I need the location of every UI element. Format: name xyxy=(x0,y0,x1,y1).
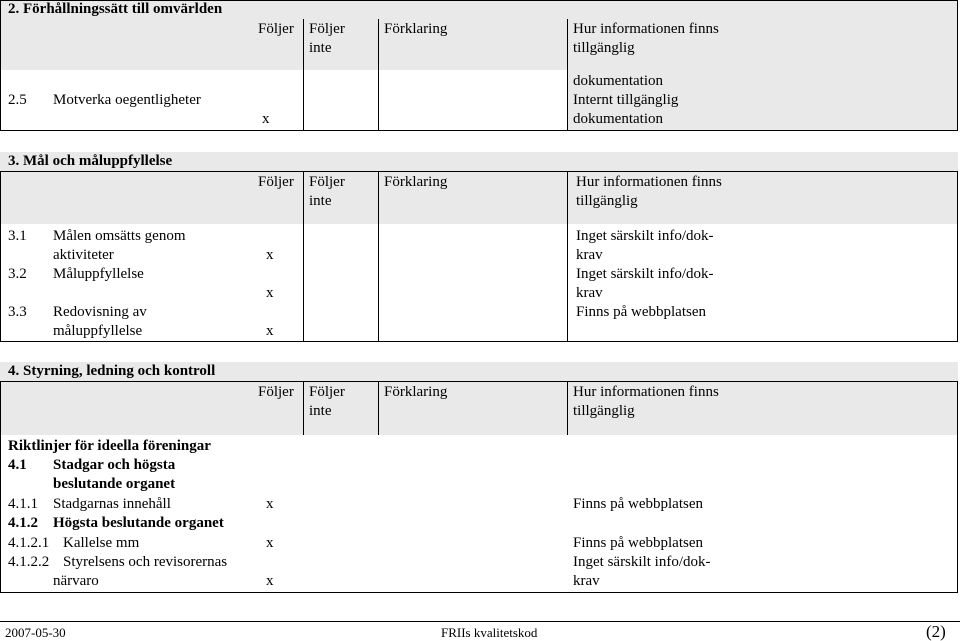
prev-row-info: dokumentation xyxy=(573,73,663,89)
footer-page-number: (2) xyxy=(926,622,946,641)
section4-header-bg xyxy=(0,381,958,435)
row-3-3-info: Finns på webbplatsen xyxy=(576,304,706,320)
s3-col-header-foljer-inte: Följer xyxy=(309,174,345,190)
section3-title: 3. Mål och måluppfyllelse xyxy=(8,153,173,169)
row-4-1-2-2-info-2: krav xyxy=(573,573,600,589)
s4-col-header-hur-2: tillgänglig xyxy=(573,403,635,419)
row-3-1-num: 3.1 xyxy=(8,228,27,244)
row-3-3-num: 3.3 xyxy=(8,304,27,320)
section2-header-bg xyxy=(0,19,958,70)
footer-date: 2007-05-30 xyxy=(5,625,66,640)
s4-col-header-hur: Hur informationen finns xyxy=(573,384,719,400)
row-3-1-label: Målen omsätts genom xyxy=(53,228,186,244)
col-header-foljer-inte-2: inte xyxy=(309,40,332,56)
row-4-1-2-2-label: Styrelsens och revisorernas xyxy=(63,554,228,570)
s4-col-header-foljer-inte: Följer xyxy=(309,384,345,400)
row-4-1-1-foljer: x xyxy=(266,496,274,512)
row-4-1-2-2-info: Inget särskilt info/dok- xyxy=(573,554,711,570)
row-3-2-label: Måluppfyllelse xyxy=(53,266,144,282)
section3-header-bg xyxy=(0,171,958,224)
row-3-1-info-2: krav xyxy=(576,247,603,263)
col-header-foljer: Följer xyxy=(258,21,294,37)
s3-col-header-foljer-inte-2: inte xyxy=(309,193,332,209)
row-3-2-num: 3.2 xyxy=(8,266,27,282)
row-2-5-num: 2.5 xyxy=(8,92,27,108)
row-4-1-2-num: 4.1.2 xyxy=(8,515,38,531)
footer-title: FRIIs kvalitetskod xyxy=(441,625,538,640)
s4-subheading: Riktlinjer för ideella föreningar xyxy=(8,438,211,454)
row-3-3-label-2: måluppfyllelse xyxy=(53,323,143,339)
s4-col-header-foljer-inte-2: inte xyxy=(309,403,332,419)
row-4-1-label: Stadgar och högsta xyxy=(53,457,176,473)
row-3-3-foljer: x xyxy=(266,323,274,339)
s3-col-header-hur: Hur informationen finns xyxy=(576,174,722,190)
row-2-5-info-2: dokumentation xyxy=(573,111,663,127)
row-4-1-2-label: Högsta beslutande organet xyxy=(53,515,224,531)
row-3-2-foljer: x xyxy=(266,285,274,301)
row-4-1-2-2-label-2: närvaro xyxy=(53,573,99,589)
row-2-5-info: Internt tillgänglig xyxy=(573,92,679,108)
s4-col-header-forklaring: Förklaring xyxy=(384,384,448,400)
row-2-5-label: Motverka oegentligheter xyxy=(53,92,201,108)
row-4-1-2-2-foljer: x xyxy=(266,573,274,589)
col-header-hur-2: tillgänglig xyxy=(573,40,635,56)
s4-col-header-foljer: Följer xyxy=(258,384,294,400)
col-header-foljer-inte: Följer xyxy=(309,21,345,37)
s3-col-header-forklaring: Förklaring xyxy=(384,174,448,190)
row-3-2-info-2: krav xyxy=(576,285,603,301)
section4-title: 4. Styrning, ledning och kontroll xyxy=(8,363,216,379)
row-2-5-foljer: x xyxy=(262,111,270,127)
row-3-1-foljer: x xyxy=(266,247,274,263)
row-3-1-info: Inget särskilt info/dok- xyxy=(576,228,714,244)
row-4-1-1-info: Finns på webbplatsen xyxy=(573,496,703,512)
row-4-1-2-1-label: Kallelse mm xyxy=(63,535,140,551)
col-header-hur: Hur informationen finns xyxy=(573,21,719,37)
row-4-1-2-1-num: 4.1.2.1 xyxy=(8,535,50,551)
footer-rule xyxy=(0,621,960,622)
row-4-1-1-label: Stadgarnas innehåll xyxy=(53,496,171,512)
row-3-1-label-2: aktiviteter xyxy=(53,247,114,263)
row-3-3-label: Redovisning av xyxy=(53,304,147,320)
row-4-1-num: 4.1 xyxy=(8,457,27,473)
s3-col-header-hur-2: tillgänglig xyxy=(576,193,638,209)
s3-col-header-foljer: Följer xyxy=(258,174,294,190)
col-header-forklaring: Förklaring xyxy=(384,21,448,37)
row-4-1-2-1-foljer: x xyxy=(266,535,274,551)
row-4-1-1-num: 4.1.1 xyxy=(8,496,38,512)
row-3-2-info: Inget särskilt info/dok- xyxy=(576,266,714,282)
section2-title: 2. Förhållningssätt till omvärlden xyxy=(8,1,223,17)
row-4-1-2-1-info: Finns på webbplatsen xyxy=(573,535,703,551)
row-4-1-label-2: beslutande organet xyxy=(53,476,176,492)
row-4-1-2-2-num: 4.1.2.2 xyxy=(8,554,50,570)
